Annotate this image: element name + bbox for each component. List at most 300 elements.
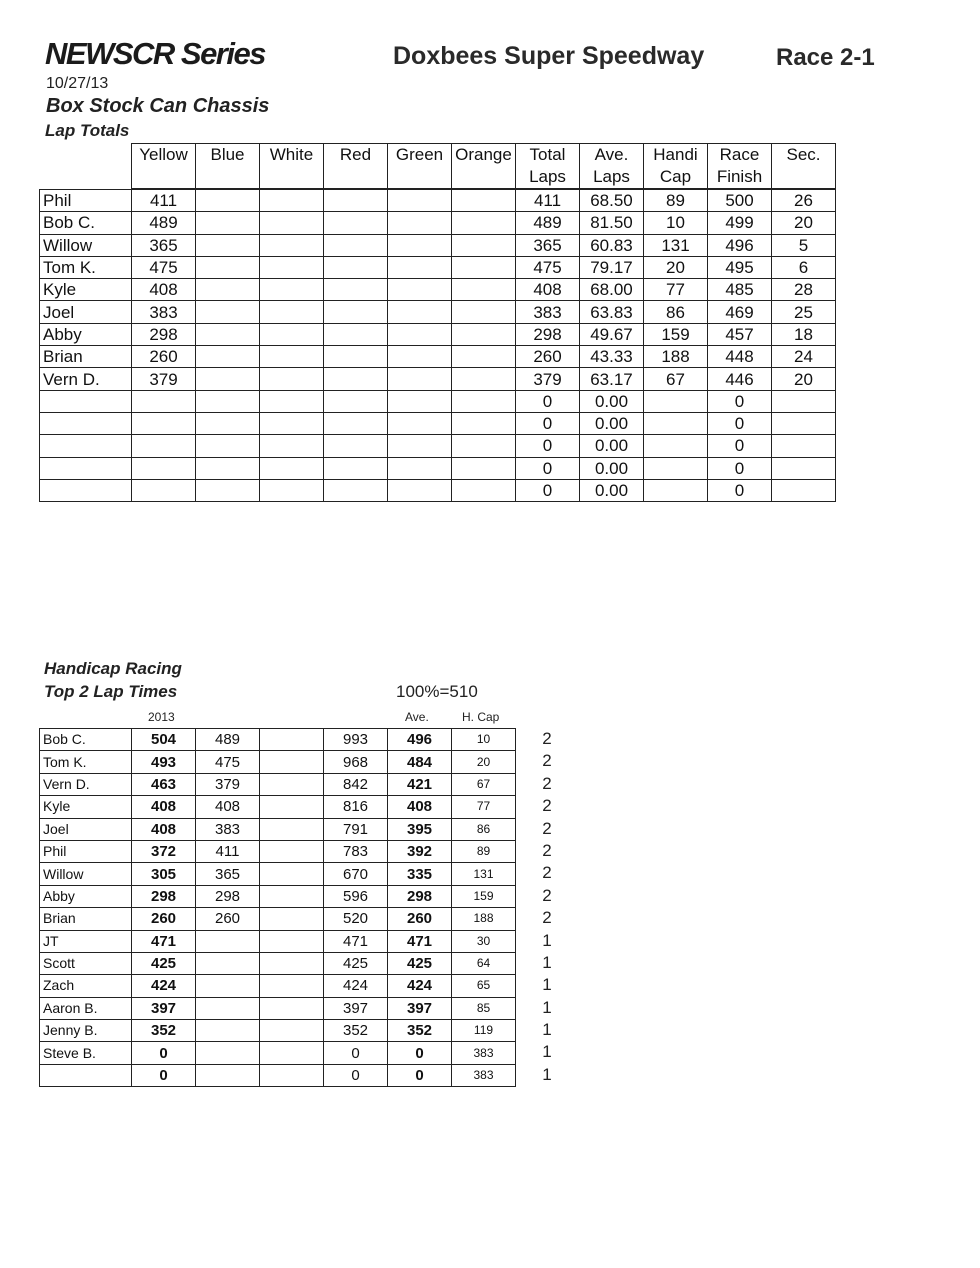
race-finish: 485 (708, 279, 772, 301)
race-finish: 0 (708, 390, 772, 412)
total-laps: 0 (516, 390, 580, 412)
empty-cell (260, 1042, 324, 1064)
empty-cell (260, 997, 324, 1019)
orange-laps (452, 301, 516, 323)
blue-laps (196, 346, 260, 368)
driver-name: Brian (40, 346, 132, 368)
white-laps (260, 323, 324, 345)
lap-sum: 471 (324, 930, 388, 952)
header-total-laps-line2: Laps (529, 167, 566, 186)
ave-laps: 0.00 (580, 412, 644, 434)
lap-count: 2 (542, 818, 552, 838)
total-laps: 0 (516, 457, 580, 479)
handicap: 86 (452, 818, 516, 840)
sec: 6 (772, 256, 836, 278)
ave-laps: 0.00 (580, 457, 644, 479)
driver-name: Abby (40, 885, 132, 907)
race-finish: 0 (708, 457, 772, 479)
driver-name: Tom K. (40, 751, 132, 773)
sec (772, 479, 836, 501)
race-finish: 496 (708, 234, 772, 256)
second-lap: 411 (196, 840, 260, 862)
green-laps (388, 301, 452, 323)
header-sec: Sec. (772, 144, 836, 190)
yellow-laps: 379 (132, 368, 196, 390)
table-row (40, 885, 516, 907)
race-finish: 495 (708, 256, 772, 278)
white-laps (260, 301, 324, 323)
orange-laps (452, 412, 516, 434)
lap-sum: 425 (324, 952, 388, 974)
total-laps: 383 (516, 301, 580, 323)
red-laps (324, 301, 388, 323)
ave-laps: 63.83 (580, 301, 644, 323)
handicap (644, 435, 708, 457)
handicap: 77 (452, 796, 516, 818)
red-laps (324, 457, 388, 479)
best-lap: 471 (132, 930, 196, 952)
ave-laps: 68.50 (580, 189, 644, 212)
empty-cell (260, 773, 324, 795)
total-laps: 298 (516, 323, 580, 345)
white-laps (260, 368, 324, 390)
lap-sum: 993 (324, 729, 388, 751)
handicap: 10 (644, 212, 708, 234)
driver-name: Tom K. (40, 256, 132, 278)
table-row (40, 301, 836, 323)
blue-laps (196, 435, 260, 457)
ave: 392 (388, 840, 452, 862)
second-lap: 383 (196, 818, 260, 840)
race-finish: 0 (708, 435, 772, 457)
yellow-laps: 408 (132, 279, 196, 301)
ave: 0 (388, 1042, 452, 1064)
white-laps (260, 435, 324, 457)
ave: 424 (388, 975, 452, 997)
ave: 335 (388, 863, 452, 885)
driver-name: Zach (40, 975, 132, 997)
white-laps (260, 390, 324, 412)
best-lap: 298 (132, 885, 196, 907)
sec: 28 (772, 279, 836, 301)
orange-laps (452, 234, 516, 256)
table-row (40, 729, 516, 751)
lap-sum: 670 (324, 863, 388, 885)
total-laps: 365 (516, 234, 580, 256)
header-ave-laps-line2: Laps (593, 167, 630, 186)
best-lap: 408 (132, 796, 196, 818)
lap-count: 2 (542, 908, 552, 928)
green-laps (388, 234, 452, 256)
race-finish: 500 (708, 189, 772, 212)
red-laps (324, 346, 388, 368)
best-lap: 0 (132, 1042, 196, 1064)
red-laps (324, 279, 388, 301)
lap-sum: 397 (324, 997, 388, 1019)
sec: 18 (772, 323, 836, 345)
empty-cell (260, 930, 324, 952)
second-lap (196, 1020, 260, 1042)
handicap: 383 (452, 1064, 516, 1086)
lap-count: 1 (542, 952, 552, 972)
handicap: 188 (644, 346, 708, 368)
orange-laps (452, 368, 516, 390)
header-ave-laps-line1: Ave. (594, 145, 629, 164)
handicap-subtitle: Top 2 Lap Times (44, 682, 178, 701)
table-row (40, 412, 836, 434)
yellow-laps: 260 (132, 346, 196, 368)
race-date: 10/27/13 (46, 75, 109, 92)
lap-sum: 842 (324, 773, 388, 795)
lap-count: 1 (542, 930, 552, 950)
header-handicap-line2: Cap (659, 167, 692, 186)
total-laps: 489 (516, 212, 580, 234)
lap-count: 2 (542, 840, 552, 860)
lap-count: 2 (542, 796, 552, 816)
header-white: White (260, 144, 324, 190)
green-laps (388, 279, 452, 301)
table-row (40, 751, 516, 773)
second-lap (196, 952, 260, 974)
green-laps (388, 479, 452, 501)
lap-sum: 0 (324, 1042, 388, 1064)
best-lap: 372 (132, 840, 196, 862)
handicap: 65 (452, 975, 516, 997)
second-lap: 365 (196, 863, 260, 885)
best-lap: 260 (132, 908, 196, 930)
sec: 5 (772, 234, 836, 256)
ave: 298 (388, 885, 452, 907)
handicap: 89 (452, 840, 516, 862)
handicap-table (39, 728, 516, 1087)
table-row (40, 1064, 516, 1086)
red-laps (324, 390, 388, 412)
hcap-column-label: H. Cap (462, 710, 500, 724)
race-finish: 457 (708, 323, 772, 345)
handicap: 20 (452, 751, 516, 773)
green-laps (388, 412, 452, 434)
header-yellow: Yellow (132, 144, 196, 190)
lap-count: 2 (542, 885, 552, 905)
yellow-laps (132, 457, 196, 479)
white-laps (260, 212, 324, 234)
orange-laps (452, 346, 516, 368)
handicap: 67 (452, 773, 516, 795)
header-blue: Blue (196, 144, 260, 190)
table-row (40, 368, 836, 390)
driver-name: Steve B. (40, 1042, 132, 1064)
handicap: 10 (452, 729, 516, 751)
driver-name (40, 412, 132, 434)
best-lap: 397 (132, 997, 196, 1019)
header-handicap-line1: Handi (653, 145, 698, 164)
driver-name: Kyle (40, 796, 132, 818)
handicap: 159 (644, 323, 708, 345)
header-red: Red (324, 144, 388, 190)
driver-name (40, 457, 132, 479)
race-title: Race 2-1 (776, 44, 875, 71)
red-laps (324, 323, 388, 345)
yellow-laps: 475 (132, 256, 196, 278)
driver-name (40, 1064, 132, 1086)
driver-name: Joel (40, 301, 132, 323)
table-row (40, 234, 836, 256)
table-row (40, 346, 836, 368)
yellow-laps: 365 (132, 234, 196, 256)
yellow-laps: 411 (132, 189, 196, 212)
handicap: 64 (452, 952, 516, 974)
table-row (40, 908, 516, 930)
best-lap: 0 (132, 1064, 196, 1086)
orange-laps (452, 390, 516, 412)
green-laps (388, 323, 452, 345)
orange-laps (452, 279, 516, 301)
yellow-laps: 489 (132, 212, 196, 234)
yellow-laps (132, 435, 196, 457)
header-green: Green (388, 144, 452, 190)
best-lap: 352 (132, 1020, 196, 1042)
driver-name: Scott (40, 952, 132, 974)
driver-name: JT (40, 930, 132, 952)
sec (772, 390, 836, 412)
race-finish: 469 (708, 301, 772, 323)
green-laps (388, 457, 452, 479)
handicap: 30 (452, 930, 516, 952)
table-row (40, 863, 516, 885)
blue-laps (196, 189, 260, 212)
driver-name: Kyle (40, 279, 132, 301)
handicap: 131 (644, 234, 708, 256)
driver-name: Bob C. (40, 212, 132, 234)
lap-totals-table (39, 143, 836, 502)
table-row (40, 773, 516, 795)
race-finish: 0 (708, 412, 772, 434)
empty-cell (260, 840, 324, 862)
red-laps (324, 189, 388, 212)
green-laps (388, 212, 452, 234)
lap-sum: 0 (324, 1064, 388, 1086)
driver-name: Abby (40, 323, 132, 345)
total-laps: 0 (516, 435, 580, 457)
handicap: 67 (644, 368, 708, 390)
table-row (40, 279, 836, 301)
handicap (644, 479, 708, 501)
section-title: Lap Totals (45, 121, 130, 140)
empty-cell (260, 952, 324, 974)
blue-laps (196, 323, 260, 345)
empty-cell (260, 885, 324, 907)
track-title: Doxbees Super Speedway (393, 42, 705, 70)
handicap: 85 (452, 997, 516, 1019)
empty-cell (260, 729, 324, 751)
orange-laps (452, 479, 516, 501)
empty-cell (260, 908, 324, 930)
total-laps: 260 (516, 346, 580, 368)
blue-laps (196, 479, 260, 501)
red-laps (324, 412, 388, 434)
red-laps (324, 212, 388, 234)
table-row (40, 1042, 516, 1064)
lap-sum: 783 (324, 840, 388, 862)
race-finish: 0 (708, 479, 772, 501)
sec (772, 457, 836, 479)
table-row (40, 435, 836, 457)
ave: 471 (388, 930, 452, 952)
green-laps (388, 346, 452, 368)
ave-laps: 81.50 (580, 212, 644, 234)
handicap: 77 (644, 279, 708, 301)
driver-name: Jenny B. (40, 1020, 132, 1042)
driver-name: Willow (40, 863, 132, 885)
white-laps (260, 346, 324, 368)
second-lap: 298 (196, 885, 260, 907)
yellow-laps (132, 412, 196, 434)
table-row (40, 930, 516, 952)
best-lap: 305 (132, 863, 196, 885)
yellow-laps (132, 390, 196, 412)
header-orange: Orange (452, 144, 516, 190)
race-finish: 499 (708, 212, 772, 234)
table-row (40, 796, 516, 818)
best-lap: 425 (132, 952, 196, 974)
ave-laps: 0.00 (580, 435, 644, 457)
total-laps: 0 (516, 479, 580, 501)
ave: 484 (388, 751, 452, 773)
table-row (40, 1020, 516, 1042)
driver-name: Willow (40, 234, 132, 256)
red-laps (324, 479, 388, 501)
second-lap (196, 1042, 260, 1064)
white-laps (260, 457, 324, 479)
driver-name: Phil (40, 840, 132, 862)
handicap (644, 390, 708, 412)
empty-cell (260, 796, 324, 818)
best-lap: 493 (132, 751, 196, 773)
handicap: 89 (644, 189, 708, 212)
lap-sum: 968 (324, 751, 388, 773)
ave-laps: 68.00 (580, 279, 644, 301)
ave: 260 (388, 908, 452, 930)
white-laps (260, 479, 324, 501)
lap-sum: 596 (324, 885, 388, 907)
empty-cell (260, 863, 324, 885)
header-race-finish-line2: Finish (716, 167, 763, 186)
ave-laps: 0.00 (580, 479, 644, 501)
total-laps: 411 (516, 189, 580, 212)
lap-totals-header-row (40, 144, 836, 190)
second-lap: 408 (196, 796, 260, 818)
empty-cell (260, 751, 324, 773)
ave: 425 (388, 952, 452, 974)
sec: 20 (772, 368, 836, 390)
green-laps (388, 390, 452, 412)
year-column-label: 2013 (148, 710, 175, 724)
empty-cell (260, 1064, 324, 1086)
ave-column-label: Ave. (405, 710, 429, 724)
blue-laps (196, 390, 260, 412)
second-lap: 489 (196, 729, 260, 751)
ave: 408 (388, 796, 452, 818)
driver-name: Bob C. (40, 729, 132, 751)
best-lap: 408 (132, 818, 196, 840)
handicap (644, 457, 708, 479)
ave-laps: 63.17 (580, 368, 644, 390)
yellow-laps: 383 (132, 301, 196, 323)
sec: 24 (772, 346, 836, 368)
red-laps (324, 234, 388, 256)
handicap: 383 (452, 1042, 516, 1064)
ave: 421 (388, 773, 452, 795)
white-laps (260, 256, 324, 278)
driver-name: Vern D. (40, 368, 132, 390)
driver-name: Phil (40, 189, 132, 212)
ave-laps: 79.17 (580, 256, 644, 278)
table-row (40, 840, 516, 862)
white-laps (260, 234, 324, 256)
second-lap (196, 930, 260, 952)
handicap (644, 412, 708, 434)
ave: 395 (388, 818, 452, 840)
white-laps (260, 412, 324, 434)
total-laps: 0 (516, 412, 580, 434)
green-laps (388, 368, 452, 390)
blue-laps (196, 412, 260, 434)
header-handicap (644, 144, 708, 190)
second-lap: 475 (196, 751, 260, 773)
table-row (40, 390, 836, 412)
orange-laps (452, 189, 516, 212)
table-row (40, 212, 836, 234)
lap-count: 1 (542, 975, 552, 995)
lap-sum: 520 (324, 908, 388, 930)
handicap: 119 (452, 1020, 516, 1042)
lap-sum: 816 (324, 796, 388, 818)
lap-count: 1 (542, 1064, 552, 1084)
blue-laps (196, 212, 260, 234)
table-row (40, 323, 836, 345)
blue-laps (196, 279, 260, 301)
ave-laps: 60.83 (580, 234, 644, 256)
second-lap: 379 (196, 773, 260, 795)
lap-count: 2 (542, 751, 552, 771)
series-title: NEWSCR Series (45, 36, 265, 71)
total-laps: 475 (516, 256, 580, 278)
total-laps: 379 (516, 368, 580, 390)
lap-count: 2 (542, 863, 552, 883)
handicap: 20 (644, 256, 708, 278)
red-laps (324, 256, 388, 278)
ave: 496 (388, 729, 452, 751)
driver-name (40, 479, 132, 501)
ave: 0 (388, 1064, 452, 1086)
lap-sum: 424 (324, 975, 388, 997)
empty-cell (260, 1020, 324, 1042)
sec (772, 435, 836, 457)
white-laps (260, 189, 324, 212)
lap-count: 1 (542, 1020, 552, 1040)
best-lap: 463 (132, 773, 196, 795)
handicap: 131 (452, 863, 516, 885)
total-laps: 408 (516, 279, 580, 301)
orange-laps (452, 256, 516, 278)
yellow-laps: 298 (132, 323, 196, 345)
red-laps (324, 368, 388, 390)
table-row (40, 457, 836, 479)
driver-name: Vern D. (40, 773, 132, 795)
header-ave-laps (580, 144, 644, 190)
second-lap (196, 975, 260, 997)
blue-laps (196, 256, 260, 278)
